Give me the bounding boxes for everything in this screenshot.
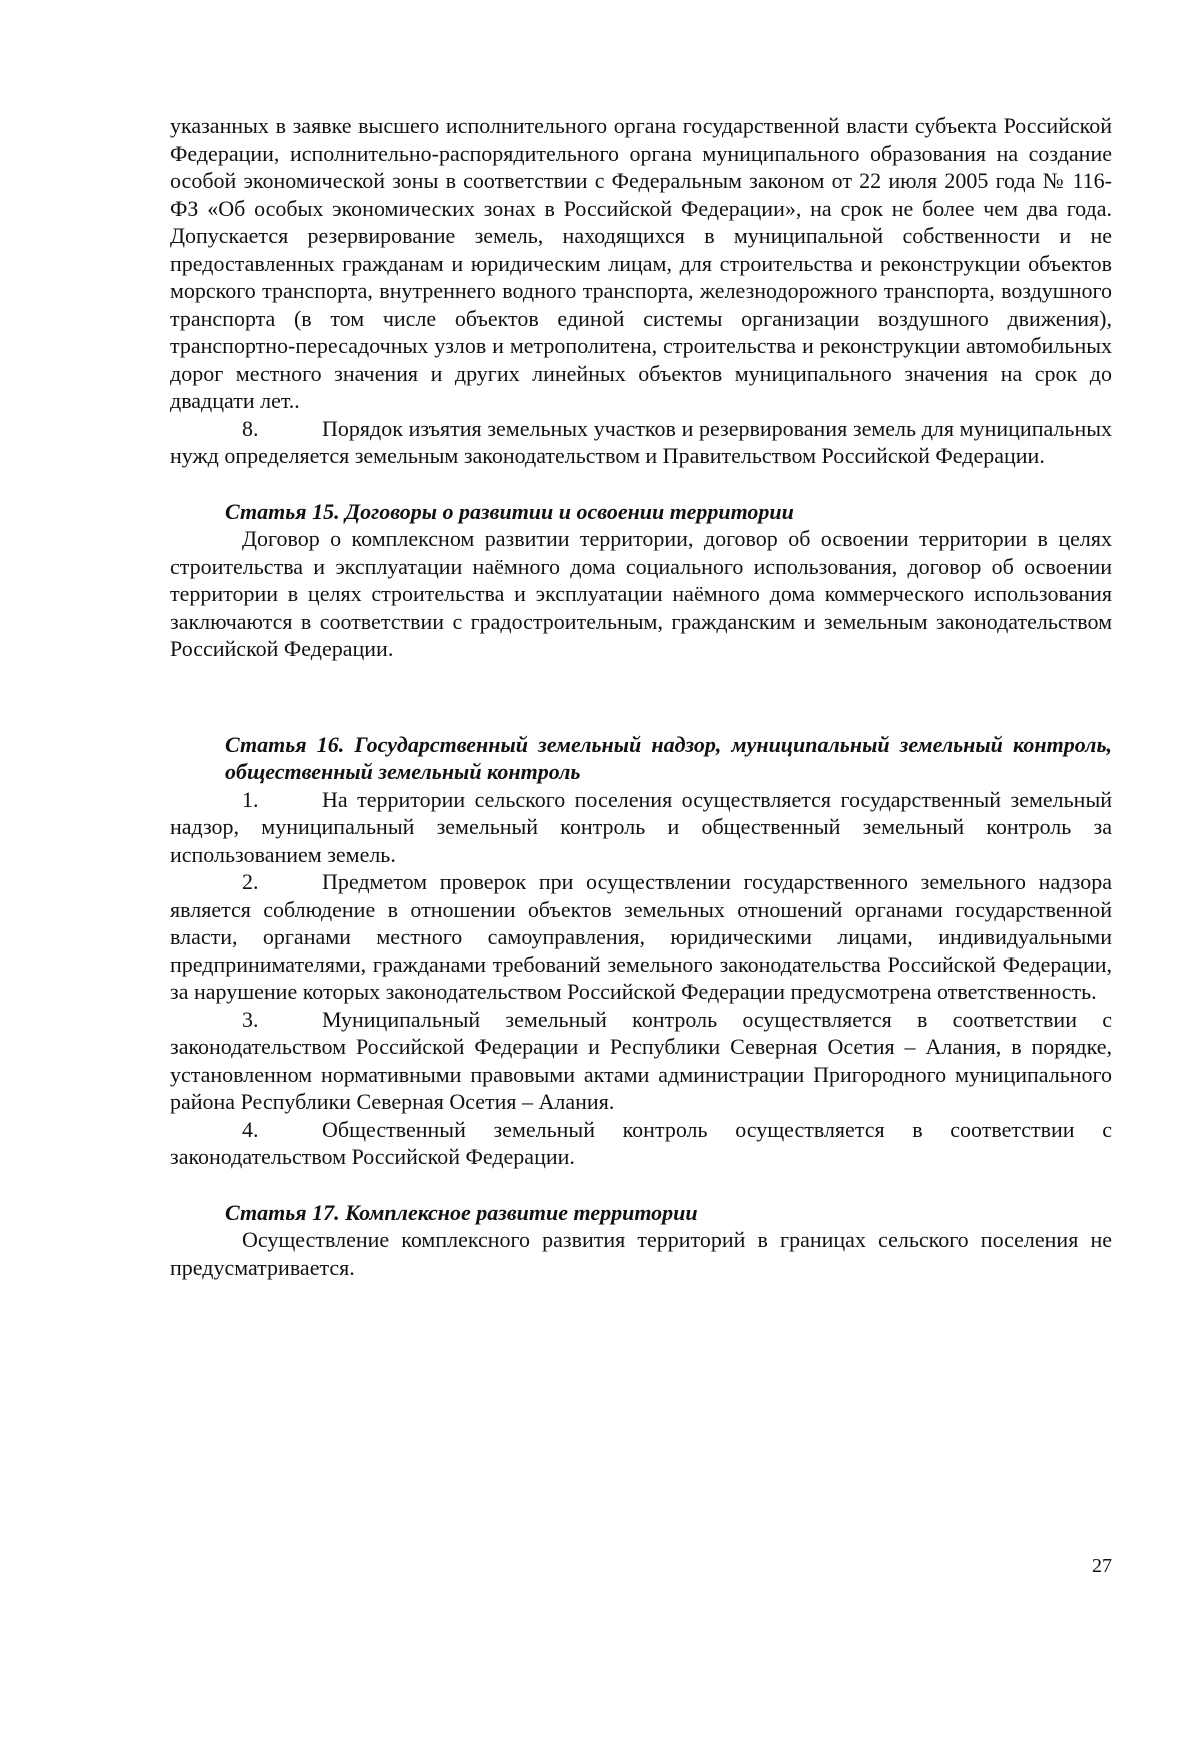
item-text: Общественный земельный контроль осуществляется в соответствии с законодательством Российской Федерации.	[170, 1116, 1112, 1169]
list-item	[170, 868, 1112, 1006]
article-15-heading: Статья 15. Договоры о развитии и освоении территории	[225, 498, 794, 524]
article-15-text: Договор о комплексном развитии территории, договор об освоении территории в целях строительства и эксплуатации наёмного дома социального использования, договор об освоении территории в целях строительства и эксплуатации наёмного дома коммерческого использования заключаются в соответствии с градостроительным, гражданским и земельным законодательством Российской Федерации.	[170, 526, 1112, 661]
list-item-8	[170, 415, 1112, 470]
list-item	[170, 1006, 1112, 1116]
item-number: 1.	[242, 786, 259, 812]
item-text: Предметом проверок при осуществлении государственного земельного надзора является соблюдение в отношении объектов земельных отношений органами государственной власти, органами местного самоуправления, юридическими лицами, индивидуальными предпринимателями, гражданами требований земельного законодательства Российской Федерации, за нарушение которых законодательством Российской Федерации предусмотрена ответственность.	[170, 869, 1112, 1004]
document-body	[170, 112, 1112, 1281]
article-17-heading: Статья 17. Комплексное развитие территории	[225, 1199, 698, 1225]
item-text: Муниципальный земельный контроль осуществляется в соответствии с законодательством Российской Федерации и Республики Северная Осетия – Алания, в порядке, установленном нормативными правовыми актами администрации Пригородного муниципального района Республики Северная Осетия – Алания.	[170, 1006, 1112, 1114]
spacer	[170, 663, 1112, 731]
item-text: На территории сельского поселения осуществляется государственный земельный надзор, муниципальный земельный контроль и общественный земельный контроль за использованием земель.	[170, 786, 1112, 867]
spacer	[170, 1171, 1112, 1199]
list-item	[170, 786, 1112, 869]
item-text: Порядок изъятия земельных участков и резервирования земель для муниципальных нужд определяется земельным законодательством и Правительством Российской Федерации.	[170, 415, 1112, 468]
page-number: 27	[1092, 1555, 1112, 1577]
item-number: 2.	[242, 869, 259, 894]
item-number: 3.	[242, 1006, 259, 1032]
spacer	[170, 470, 1112, 498]
item-number: 4.	[242, 1116, 259, 1142]
list-item	[170, 1116, 1112, 1171]
item-number: 8.	[242, 415, 259, 441]
article-17-text: Осуществление комплексного развития территорий в границах сельского поселения не предусматривается.	[170, 1227, 1112, 1280]
article-16-heading: Статья 16. Государственный земельный надзор, муниципальный земельный контроль, общественный земельный контроль	[225, 731, 1112, 784]
intro-paragraph: указанных в заявке высшего исполнительного органа государственной власти субъекта Российской Федерации, исполнительно-распорядительного органа муниципального образования на создание особой экономической зоны в соответствии с Федеральным законом от 22 июля 2005 года № 116-ФЗ «Об особых экономических зонах в Российской Федерации», на срок не более чем два года. Допускается резервирование земель, находящихся в муниципальной собственности и не предоставленных гражданам и юридическим лицам, для строительства и реконструкции объектов морского транспорта, внутреннего водного транспорта, железнодорожного транспорта, воздушного транспорта (в том числе объектов единой системы организации воздушного движения), транспортно-пересадочных узлов и метрополитена, строительства и реконструкции автомобильных дорог местного значения и других линейных объектов муниципального значения на срок до двадцати лет..	[170, 113, 1112, 413]
